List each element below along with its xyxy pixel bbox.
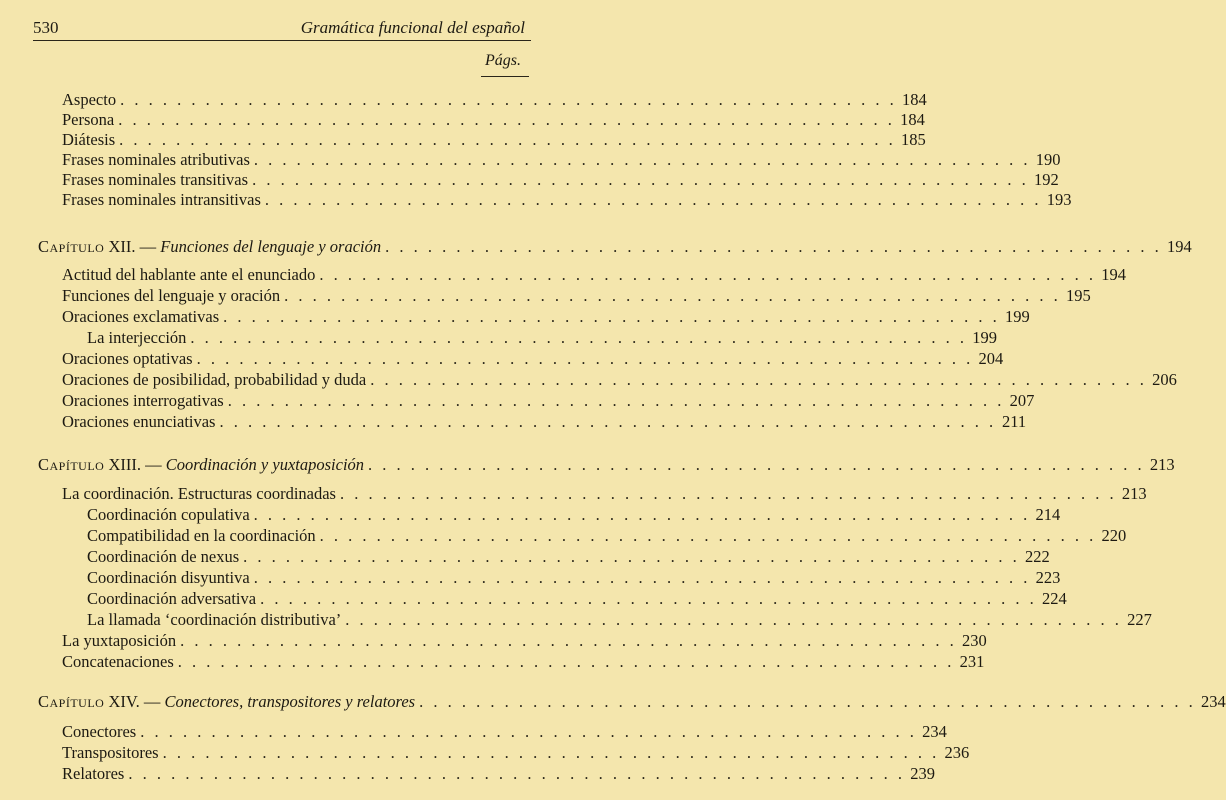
running-head <box>33 14 531 41</box>
page-number: 530 <box>33 18 59 37</box>
leader-dots: . . . . . . . . . . . . . . . . . . . . . . . . . . . . . . . . . . . . . . . . . . . . . . . . . . . . . . . <box>253 568 1031 587</box>
toc-entry: Oraciones exclamativas . . . . . . . . . . . . . . . . . . . . . . . . . . . . . . . . . . . . . . . . . . . . . . . . . . . . . . . 199 <box>62 307 1030 326</box>
toc-page-number: 224 <box>1041 589 1067 608</box>
leader-dots: . . . . . . . . . . . . . . . . . . . . . . . . . . . . . . . . . . . . . . . . . . . . . . . . . . . . . . . <box>370 370 1147 389</box>
leader-dots: . . . . . . . . . . . . . . . . . . . . . . . . . . . . . . . . . . . . . . . . . . . . . . . . . . . . . . . <box>345 610 1122 629</box>
toc-page-number: 220 <box>1101 526 1127 545</box>
chapter-heading <box>38 692 1226 712</box>
toc-subentry: Coordinación copulativa . . . . . . . . . . . . . . . . . . . . . . . . . . . . . . . . . . . . . . . . . . . . . . . . . . . . . . . 214 <box>87 505 1061 524</box>
toc-entry: Conectores . . . . . . . . . . . . . . . . . . . . . . . . . . . . . . . . . . . . . . . . . . . . . . . . . . . . . . . 234 <box>62 722 947 741</box>
chapter-number: XIII. — <box>108 455 162 474</box>
toc-entry: Persona . . . . . . . . . . . . . . . . . . . . . . . . . . . . . . . . . . . . . . . . . . . . . . . . . . . . . . . 184 <box>62 110 925 129</box>
chapter-title: Conectores, transpositores y relatores <box>164 692 416 711</box>
chapter-word: Capítulo <box>38 237 105 256</box>
toc-page-number: 231 <box>959 652 985 671</box>
leader-dots: . . . . . . . . . . . . . . . . . . . . . . . . . . . . . . . . . . . . . . . . . . . . . . . . . . . . . . . <box>319 526 1097 545</box>
toc-page-number: 234 <box>922 722 947 741</box>
toc-entry: Actitud del hablante ante el enunciado . . . . . . . . . . . . . . . . . . . . . . . . . . . . . . . . . . . . . . . . . . . . . . . . . . . . . . . 194 <box>62 265 1126 284</box>
toc-subentry: La interjección . . . . . . . . . . . . . . . . . . . . . . . . . . . . . . . . . . . . . . . . . . . . . . . . . . . . . . . 199 <box>87 328 998 347</box>
leader-dots: . . . . . . . . . . . . . . . . . . . . . . . . . . . . . . . . . . . . . . . . . . . . . . . . . . . . . . . <box>284 286 1061 305</box>
toc-entry: Oraciones interrogativas . . . . . . . . . . . . . . . . . . . . . . . . . . . . . . . . . . . . . . . . . . . . . . . . . . . . . . . 207 <box>62 391 1035 410</box>
chapter-number: XIV. — <box>108 692 161 711</box>
toc-entry: Concatenaciones . . . . . . . . . . . . . . . . . . . . . . . . . . . . . . . . . . . . . . . . . . . . . . . . . . . . . . . 231 <box>62 652 985 671</box>
leader-dots: . . . . . . . . . . . . . . . . . . . . . . . . . . . . . . . . . . . . . . . . . . . . . . . . . . . . . . . <box>162 743 940 762</box>
leader-dots: . . . . . . . . . . . . . . . . . . . . . . . . . . . . . . . . . . . . . . . . . . . . . . . . . . . . . . . <box>243 547 1020 566</box>
leader-dots: . . . . . . . . . . . . . . . . . . . . . . . . . . . . . . . . . . . . . . . . . . . . . . . . . . . . . . . <box>196 349 974 368</box>
chapter-heading <box>38 455 1175 475</box>
toc-page-number: 194 <box>1166 237 1192 256</box>
leader-dots: . . . . . . . . . . . . . . . . . . . . . . . . . . . . . . . . . . . . . . . . . . . . . . . . . . . . . . . <box>339 484 1117 503</box>
leader-dots: . . . . . . . . . . . . . . . . . . . . . . . . . . . . . . . . . . . . . . . . . . . . . . . . . . . . . . . <box>223 307 1000 326</box>
toc-page-number: 199 <box>972 328 998 347</box>
leader-dots: . . . . . . . . . . . . . . . . . . . . . . . . . . . . . . . . . . . . . . . . . . . . . . . . . . . . . . . <box>118 110 895 129</box>
leader-dots: . . . . . . . . . . . . . . . . . . . . . . . . . . . . . . . . . . . . . . . . . . . . . . . . . . . . . . . <box>252 170 1029 189</box>
chapter-title: Coordinación y yuxtaposición <box>165 455 365 474</box>
toc-entry: Oraciones enunciativas . . . . . . . . . . . . . . . . . . . . . . . . . . . . . . . . . . . . . . . . . . . . . . . . . . . . . . . 211 <box>62 412 1027 431</box>
leader-dots: . . . . . . . . . . . . . . . . . . . . . . . . . . . . . . . . . . . . . . . . . . . . . . . . . . . . . . . <box>253 505 1031 524</box>
leader-dots: . . . . . . . . . . . . . . . . . . . . . . . . . . . . . . . . . . . . . . . . . . . . . . . . . . . . . . . <box>219 412 997 431</box>
leader-dots: . . . . . . . . . . . . . . . . . . . . . . . . . . . . . . . . . . . . . . . . . . . . . . . . . . . . . . . <box>264 190 1042 209</box>
toc-entry: Frases nominales intransitivas . . . . . . . . . . . . . . . . . . . . . . . . . . . . . . . . . . . . . . . . . . . . . . . . . . . . . . . 193 <box>62 190 1072 209</box>
toc-page-number: 230 <box>961 631 987 650</box>
toc-page-number: 192 <box>1033 170 1059 189</box>
toc-entry: Relatores . . . . . . . . . . . . . . . . . . . . . . . . . . . . . . . . . . . . . . . . . . . . . . . . . . . . . . . 239 <box>62 764 935 783</box>
toc-entry: Transpositores . . . . . . . . . . . . . . . . . . . . . . . . . . . . . . . . . . . . . . . . . . . . . . . . . . . . . . . 236 <box>62 743 970 762</box>
leader-dots: . . . . . . . . . . . . . . . . . . . . . . . . . . . . . . . . . . . . . . . . . . . . . . . . . . . . . . . <box>119 130 896 149</box>
toc-page-number: 184 <box>900 110 925 129</box>
book-title: Gramática funcional del español <box>300 18 525 37</box>
toc-subentry: Coordinación de nexus . . . . . . . . . . . . . . . . . . . . . . . . . . . . . . . . . . . . . . . . . . . . . . . . . . . . . . . 222 <box>87 547 1050 566</box>
toc-page-number: 222 <box>1025 547 1050 566</box>
chapter-heading <box>38 237 1192 257</box>
toc-entry: Frases nominales atributivas . . . . . . . . . . . . . . . . . . . . . . . . . . . . . . . . . . . . . . . . . . . . . . . . . . . . . . . 190 <box>62 150 1061 169</box>
toc-page-number: 193 <box>1046 190 1072 209</box>
toc-entry: Oraciones de posibilidad, probabilidad y duda . . . . . . . . . . . . . . . . . . . . . . . . . . . . . . . . . . . . . . . . . . . . . . . . . . . . . . . 206 <box>62 370 1177 389</box>
toc-entry: Diátesis . . . . . . . . . . . . . . . . . . . . . . . . . . . . . . . . . . . . . . . . . . . . . . . . . . . . . . . 185 <box>62 130 926 149</box>
toc-entry: Aspecto . . . . . . . . . . . . . . . . . . . . . . . . . . . . . . . . . . . . . . . . . . . . . . . . . . . . . . . 184 <box>62 90 927 109</box>
leader-dots: . . . . . . . . . . . . . . . . . . . . . . . . . . . . . . . . . . . . . . . . . . . . . . . . . . . . . . . <box>180 631 957 650</box>
leader-dots: . . . . . . . . . . . . . . . . . . . . . . . . . . . . . . . . . . . . . . . . . . . . . . . . . . . . . . . <box>385 237 1162 256</box>
leader-dots: . . . . . . . . . . . . . . . . . . . . . . . . . . . . . . . . . . . . . . . . . . . . . . . . . . . . . . . <box>128 764 905 783</box>
leader-dots: . . . . . . . . . . . . . . . . . . . . . . . . . . . . . . . . . . . . . . . . . . . . . . . . . . . . . . . <box>177 652 955 671</box>
toc-page-number: 195 <box>1065 286 1091 305</box>
toc-page-number: 213 <box>1121 484 1147 503</box>
leader-dots: . . . . . . . . . . . . . . . . . . . . . . . . . . . . . . . . . . . . . . . . . . . . . . . . . . . . . . . <box>253 150 1031 169</box>
toc-page-number: 194 <box>1101 265 1126 284</box>
chapter-word: Capítulo <box>38 692 105 711</box>
leader-dots: . . . . . . . . . . . . . . . . . . . . . . . . . . . . . . . . . . . . . . . . . . . . . . . . . . . . . . . <box>190 328 968 347</box>
toc-page-number: 213 <box>1149 455 1175 474</box>
toc-entry: La coordinación. Estructuras coordinadas . . . . . . . . . . . . . . . . . . . . . . . . . . . . . . . . . . . . . . . . . . . . . . . . . . . . . . . 213 <box>62 484 1147 503</box>
toc-page-number: 184 <box>901 90 927 109</box>
toc-entry: La yuxtaposición . . . . . . . . . . . . . . . . . . . . . . . . . . . . . . . . . . . . . . . . . . . . . . . . . . . . . . . 230 <box>62 631 987 650</box>
pages-column-label: Págs. <box>485 52 521 69</box>
toc-page-number: 207 <box>1009 391 1035 410</box>
toc-subentry: Coordinación adversativa . . . . . . . . . . . . . . . . . . . . . . . . . . . . . . . . . . . . . . . . . . . . . . . . . . . . . . . 224 <box>87 589 1067 608</box>
toc-page-number: 206 <box>1152 370 1177 389</box>
toc-subentry: Coordinación disyuntiva . . . . . . . . . . . . . . . . . . . . . . . . . . . . . . . . . . . . . . . . . . . . . . . . . . . . . . . 223 <box>87 568 1061 587</box>
toc-entry: Funciones del lenguaje y oración . . . . . . . . . . . . . . . . . . . . . . . . . . . . . . . . . . . . . . . . . . . . . . . . . . . . . . . 195 <box>62 286 1091 305</box>
toc-subentry: La llamada ‘coordinación distributiva’ . . . . . . . . . . . . . . . . . . . . . . . . . . . . . . . . . . . . . . . . . . . . . . . . . . . . . . . 227 <box>87 610 1152 629</box>
toc-subentry: Compatibilidad en la coordinación . . . . . . . . . . . . . . . . . . . . . . . . . . . . . . . . . . . . . . . . . . . . . . . . . . . . . . . 220 <box>87 526 1127 545</box>
toc-entry: Frases nominales transitivas . . . . . . . . . . . . . . . . . . . . . . . . . . . . . . . . . . . . . . . . . . . . . . . . . . . . . . . 192 <box>62 170 1059 189</box>
toc-page-number: 214 <box>1035 505 1061 524</box>
toc-page-number: 223 <box>1035 568 1061 587</box>
leader-dots: . . . . . . . . . . . . . . . . . . . . . . . . . . . . . . . . . . . . . . . . . . . . . . . . . . . . . . . <box>419 692 1196 711</box>
pages-column-rule <box>481 76 529 77</box>
toc-page-number: 185 <box>901 130 926 149</box>
leader-dots: . . . . . . . . . . . . . . . . . . . . . . . . . . . . . . . . . . . . . . . . . . . . . . . . . . . . . . . <box>368 455 1145 474</box>
toc-page-number: 204 <box>978 349 1004 368</box>
chapter-word: Capítulo <box>38 455 105 474</box>
leader-dots: . . . . . . . . . . . . . . . . . . . . . . . . . . . . . . . . . . . . . . . . . . . . . . . . . . . . . . . <box>260 589 1037 608</box>
leader-dots: . . . . . . . . . . . . . . . . . . . . . . . . . . . . . . . . . . . . . . . . . . . . . . . . . . . . . . . <box>140 722 917 741</box>
chapter-number: XII. — <box>108 237 157 256</box>
toc-entry: Oraciones optativas . . . . . . . . . . . . . . . . . . . . . . . . . . . . . . . . . . . . . . . . . . . . . . . . . . . . . . . 204 <box>62 349 1004 368</box>
toc-page-number: 199 <box>1005 307 1030 326</box>
toc-page-number: 227 <box>1127 610 1152 629</box>
toc-page-number: 239 <box>910 764 935 783</box>
toc-page-number: 236 <box>944 743 970 762</box>
toc-page-number: 211 <box>1001 412 1027 431</box>
leader-dots: . . . . . . . . . . . . . . . . . . . . . . . . . . . . . . . . . . . . . . . . . . . . . . . . . . . . . . . <box>227 391 1005 410</box>
toc-page-number: 234 <box>1200 692 1226 711</box>
leader-dots: . . . . . . . . . . . . . . . . . . . . . . . . . . . . . . . . . . . . . . . . . . . . . . . . . . . . . . . <box>120 90 897 109</box>
chapter-title: Funciones del lenguaje y oración <box>160 237 382 256</box>
leader-dots: . . . . . . . . . . . . . . . . . . . . . . . . . . . . . . . . . . . . . . . . . . . . . . . . . . . . . . . <box>319 265 1096 284</box>
toc-page-number: 190 <box>1035 150 1061 169</box>
